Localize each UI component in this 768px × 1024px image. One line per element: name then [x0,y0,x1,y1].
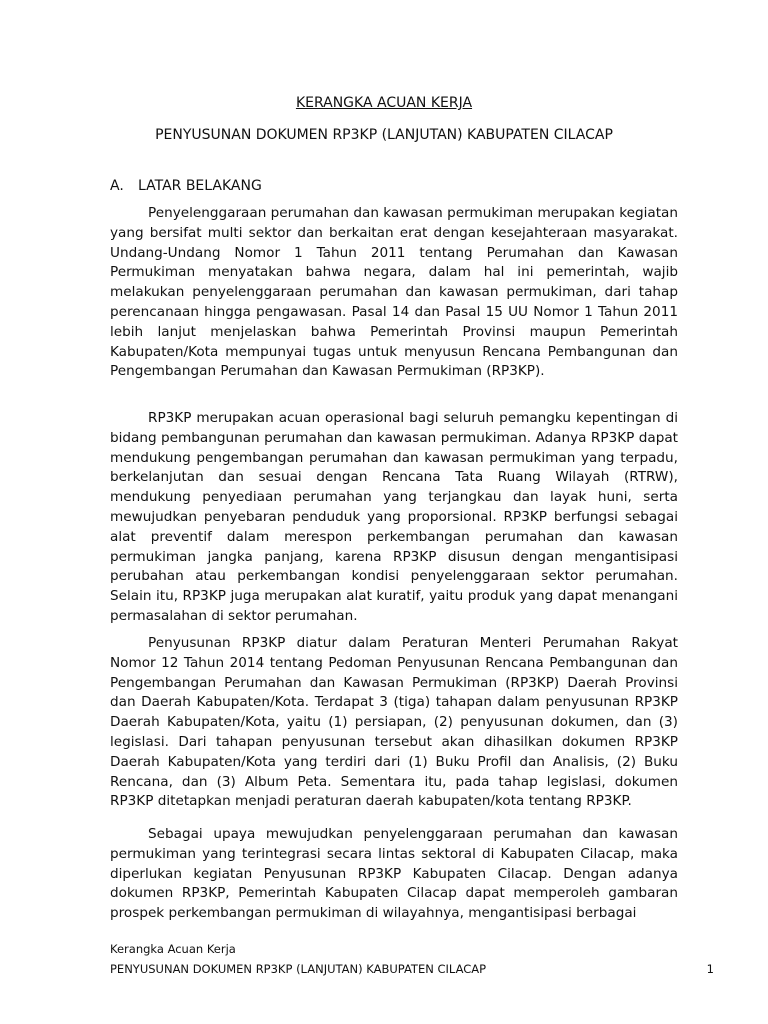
document-subtitle: PENYUSUNAN DOKUMEN RP3KP (LANJUTAN) KABUPATEN CILACAP [155,127,613,143]
document-title: KERANGKA ACUAN KERJA [295,95,473,111]
paragraph-3: Penyusunan RP3KP diatur dalam Peraturan Menteri Perumahan Rakyat Nomor 12 Tahun 2014 tentang Pedoman Penyusunan Rencana Pembangunan dan Pengembangan Perumahan dan Kawasan Permukiman (RP3KP) Daerah Provinsi dan Daerah Kabupaten/Kota. Terdapat 3 (tiga) tahapan dalam penyusunan RP3KP Daerah Kabupaten/Kota, yaitu (1) persiapan, (2) penyusunan dokumen, dan (3) legislasi. Dari tahapan penyusunan tersebut akan dihasilkan dokumen RP3KP Daerah Kabupaten/Kota yang terdiri dari (1) Buku Profil dan Analisis, (2) Buku Rencana, dan (3) Album Peta. Sementara itu, pada tahap legislasi, dokumen RP3KP ditetapkan menjadi peraturan daerah kabupaten/kota tentang RP3KP. [110,635,678,810]
section-title: LATAR BELAKANG [138,178,262,194]
section-letter: A. [110,178,124,194]
paragraph-4: Sebagai upaya mewujudkan penyelenggaraan perumahan dan kawasan permukiman yang terintegrasi secara lintas sektoral di Kabupaten Cilacap, maka diperlukan kegiatan Penyusunan RP3KP Kabupaten Cilacap. Dengan adanya dokumen RP3KP, Pemerintah Kabupaten Cilacap dapat memperoleh gambaran prospek perkembangan permukiman di wilayahnya, mengantisipasi berbagai [110,826,678,922]
section-heading [110,178,262,194]
paragraph-2: RP3KP merupakan acuan operasional bagi seluruh pemangku kepentingan di bidang pembangunan perumahan dan kawasan permukiman. Adanya RP3KP dapat mendukung pengembangan perumahan dan kawasan permukiman yang terpadu, berkelanjutan dan sesuai dengan Rencana Tata Ruang Wilayah (RTRW), mendukung penyediaan perumahan yang terjangkau dan layak huni, serta mewujudkan penyebaran penduduk yang proporsional. RP3KP berfungsi sebagai alat preventif dalam merespon perkembangan perumahan dan kawasan permukiman jangka panjang, karena RP3KP disusun dengan mengantisipasi perubahan atau perkembangan kondisi penyelenggaraan sektor perumahan. Selain itu, RP3KP juga merupakan alat kuratif, yaitu produk yang dapat menangani permasalahan di sektor perumahan. [110,410,678,624]
footer-line-2: PENYUSUNAN DOKUMEN RP3KP (LANJUTAN) KABUPATEN CILACAP [110,962,487,976]
page-number: 1 [706,962,714,976]
footer-line-1: Kerangka Acuan Kerja [110,942,236,956]
paragraph-1: Penyelenggaraan perumahan dan kawasan permukiman merupakan kegiatan yang bersifat multi sektor dan berkaitan erat dengan kesejahteraan masyarakat. Undang-Undang Nomor 1 Tahun 2011 tentang Perumahan dan Kawasan Permukiman menyatakan bahwa negara, dalam hal ini pemerintah, wajib melakukan penyelenggaraan perumahan dan kawasan permukiman, dari tahap perencanaan hingga pengawasan. Pasal 14 dan Pasal 15 UU Nomor 1 Tahun 2011 lebih lanjut menjelaskan bahwa Pemerintah Provinsi maupun Pemerintah Kabupaten/Kota mempunyai tugas untuk menyusun Rencana Pembangunan dan Pengembangan Perumahan dan Kawasan Permukiman (RP3KP). [110,205,678,380]
